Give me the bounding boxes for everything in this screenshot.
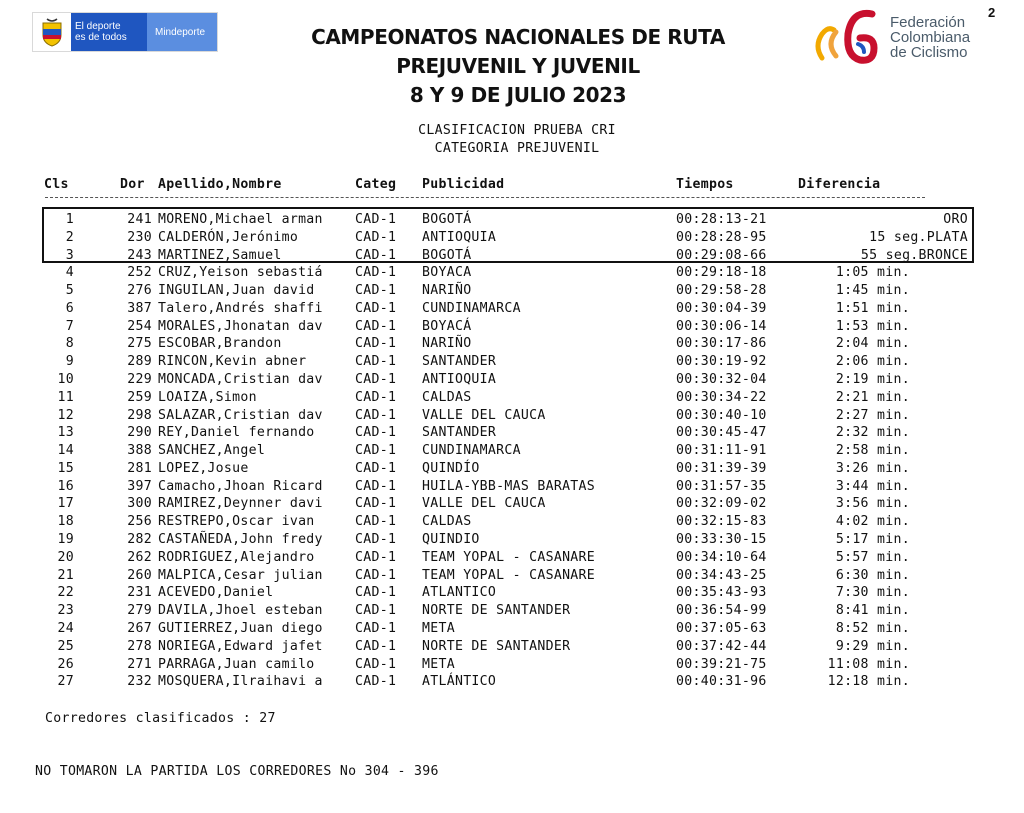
cell-dor: 262 [127,549,152,565]
cell-categ: CAD-1 [355,372,397,388]
cell-name: MALPICA,Cesar julian [158,567,323,583]
cell-name: CRUZ,Yeison sebastiá [158,265,323,281]
cell-categ: CAD-1 [355,443,397,459]
cell-tiempo: 00:35:43-93 [676,585,767,601]
cell-dor: 271 [127,656,152,672]
col-header-tiempos: Tiempos [676,177,734,192]
cell-name: DAVILA,Jhoel esteban [158,603,323,619]
cell-publicidad: META [422,620,455,636]
cell-publicidad: CALDAS [422,514,472,530]
cell-diferencia: 3:26 min. [835,460,910,476]
cell-cls: 14 [57,443,74,459]
col-header-name: Apellido,Nombre [158,177,282,192]
cell-cls: 2 [65,229,74,245]
cell-cls: 15 [57,460,74,476]
cell-diferencia: 9:29 min. [835,638,910,654]
cell-name: SALAZAR,Cristian dav [158,407,323,423]
cell-tiempo: 00:32:15-83 [676,514,767,530]
subtitle-prueba: CLASIFICACION PRUEBA CRI [418,123,616,138]
cell-tiempo: 00:30:17-86 [676,336,767,352]
cell-tiempo: 00:30:34-22 [676,389,767,405]
page-number: 2 [988,5,996,20]
cell-publicidad: TEAM YOPAL - CASANARE [422,567,596,583]
cell-tiempo: 00:33:30-15 [676,532,767,548]
cell-publicidad: BOGOTÁ [422,247,472,263]
cell-dor: 267 [127,620,152,636]
cell-cls: 11 [57,389,74,405]
cell-cls: 13 [57,425,74,441]
table-row [0,211,1024,229]
cell-tiempo: 00:30:32-04 [676,372,767,388]
cell-diferencia: 3:44 min. [835,478,910,494]
cell-publicidad: NARIÑO [422,336,472,352]
cell-publicidad: SANTANDER [422,425,497,441]
cell-name: Talero,Andrés shaffi [158,300,323,316]
cell-name: NORIEGA,Edward jafet [158,638,323,654]
table-header [0,176,1024,194]
table-row [0,389,1024,407]
cell-diferencia: 2:58 min. [835,443,910,459]
cell-publicidad: CALDAS [422,389,472,405]
table-row [0,407,1024,425]
cell-diferencia: ORO [943,212,968,227]
cell-name: Camacho,Jhoan Ricard [158,478,323,494]
cell-tiempo: 00:30:06-14 [676,318,767,334]
cell-diferencia: 2:04 min. [835,336,910,352]
cell-publicidad: ATLANTICO [422,585,497,601]
cell-tiempo: 00:30:19-92 [676,354,767,370]
cell-cls: 25 [57,638,74,654]
table-row [0,495,1024,513]
cell-cls: 24 [57,620,74,636]
cell-name: ACEVEDO,Daniel [158,585,274,601]
cell-cls: 12 [57,407,74,423]
document-title-line-3: 8 Y 9 DE JULIO 2023 [409,83,627,107]
cell-categ: CAD-1 [355,567,397,583]
cell-name: SANCHEZ,Angel [158,443,266,459]
cell-diferencia: 7:30 min. [835,585,910,601]
cell-cls: 20 [57,549,74,565]
cell-categ: CAD-1 [355,585,397,601]
cell-diferencia: 2:27 min. [835,407,910,423]
cell-dor: 387 [127,300,152,316]
cell-dor: 289 [127,354,152,370]
cell-publicidad: ATLÁNTICO [422,674,497,690]
cell-categ: CAD-1 [355,247,397,263]
cell-name: MOSQUERA,Ilraihavi a [158,674,323,690]
cell-tiempo: 00:37:42-44 [676,638,767,654]
cell-cls: 18 [57,514,74,530]
cell-dor: 397 [127,478,152,494]
cell-dor: 259 [127,389,152,405]
mindeporte-label: Mindeporte [147,13,217,51]
table-row [0,318,1024,336]
table-row [0,478,1024,496]
cell-publicidad: BOYACÁ [422,318,472,334]
document-title-line-1: CAMPEONATOS NACIONALES DE RUTA [311,25,725,49]
cell-name: INGUILAN,Juan david [158,283,315,299]
cell-tiempo: 00:30:04-39 [676,300,767,316]
cell-cls: 3 [65,247,74,263]
cell-tiempo: 00:29:58-28 [676,283,767,299]
cell-categ: CAD-1 [355,460,397,476]
cell-categ: CAD-1 [355,638,397,654]
cell-cls: 9 [65,354,74,370]
cell-tiempo: 00:32:09-02 [676,496,767,512]
cell-categ: CAD-1 [355,407,397,423]
cell-name: RODRIGUEZ,Alejandro [158,549,315,565]
cell-diferencia: 5:17 min. [835,532,910,548]
cell-diferencia: 1:05 min. [835,265,910,281]
cell-diferencia: 2:19 min. [835,372,910,388]
cell-dor: 276 [127,283,152,299]
cell-publicidad: QUINDIO [422,532,480,548]
cell-diferencia: 55 seg.BRONCE [860,247,968,263]
cell-categ: CAD-1 [355,514,397,530]
cell-categ: CAD-1 [355,336,397,352]
cell-dor: 231 [127,585,152,601]
cell-publicidad: NORTE DE SANTANDER [422,603,571,619]
cell-tiempo: 00:31:39-39 [676,460,767,476]
table-row [0,264,1024,282]
cell-dor: 229 [127,372,152,388]
cell-dor: 279 [127,603,152,619]
cell-dor: 260 [127,567,152,583]
subtitle-categoria: CATEGORIA PREJUVENIL [434,141,600,156]
cell-dor: 254 [127,318,152,334]
federacion-name: Federación Colombiana de Ciclismo [890,14,971,61]
federacion-colombiana-ciclismo-logo [812,6,982,66]
cell-tiempo: 00:30:40-10 [676,407,767,423]
cell-dor: 290 [127,425,152,441]
cell-diferencia: 8:52 min. [835,620,910,636]
cell-tiempo: 00:39:21-75 [676,656,767,672]
col-header-publicidad: Publicidad [422,177,505,192]
cell-cls: 10 [57,372,74,388]
cell-diferencia: 12:18 min. [827,674,910,690]
table-row [0,353,1024,371]
table-row [0,567,1024,585]
table-row [0,602,1024,620]
cell-diferencia: 5:57 min. [835,549,910,565]
cell-cls: 21 [57,567,74,583]
cell-cls: 6 [65,300,74,316]
cell-name: LOAIZA,Simon [158,389,257,405]
cell-dor: 232 [127,674,152,690]
cell-diferencia: 2:32 min. [835,425,910,441]
table-row [0,247,1024,265]
cell-diferencia: 3:56 min. [835,496,910,512]
cell-categ: CAD-1 [355,354,397,370]
colombia-crest-icon [33,13,71,51]
cell-name: RESTREPO,Oscar ivan [158,514,315,530]
table-row [0,424,1024,442]
cell-dor: 252 [127,265,152,281]
cell-categ: CAD-1 [355,212,397,227]
cell-publicidad: NORTE DE SANTANDER [422,638,571,654]
cell-tiempo: 00:34:10-64 [676,549,767,565]
table-row [0,282,1024,300]
cell-cls: 16 [57,478,74,494]
cell-cls: 17 [57,496,74,512]
table-row [0,513,1024,531]
cell-name: PARRAGA,Juan camilo [158,656,315,672]
cell-categ: CAD-1 [355,620,397,636]
col-header-diferencia: Diferencia [798,177,881,192]
col-header-cls: Cls [44,177,69,192]
cell-tiempo: 00:40:31-96 [676,674,767,690]
header-divider [45,197,925,198]
cell-cls: 4 [65,265,74,281]
cell-publicidad: META [422,656,455,672]
cell-dor: 300 [127,496,152,512]
cell-tiempo: 00:28:13-21 [676,212,767,227]
document-title-line-2: PREJUVENIL Y JUVENIL [396,54,640,78]
cell-name: GUTIERREZ,Juan diego [158,620,323,636]
cell-name: ESCOBAR,Brandon [158,336,282,352]
cell-publicidad: CUNDINAMARCA [422,443,521,459]
cell-dor: 241 [127,212,152,227]
classified-count: Corredores clasificados : 27 [45,711,276,726]
table-row [0,335,1024,353]
cell-dor: 230 [127,229,152,245]
cell-dor: 243 [127,247,152,263]
cell-categ: CAD-1 [355,656,397,672]
cell-name: REY,Daniel fernando [158,425,315,441]
cell-publicidad: SANTANDER [422,354,497,370]
table-row [0,460,1024,478]
cell-tiempo: 00:37:05-63 [676,620,767,636]
cell-name: CASTAÑEDA,John fredy [158,532,323,548]
cell-dor: 298 [127,407,152,423]
col-header-dor: Dor [120,177,145,192]
cell-categ: CAD-1 [355,283,397,299]
table-row [0,638,1024,656]
cell-name: CALDERÓN,Jerónimo [158,229,299,245]
cell-categ: CAD-1 [355,389,397,405]
cell-categ: CAD-1 [355,674,397,690]
cell-categ: CAD-1 [355,496,397,512]
table-row [0,442,1024,460]
cell-cls: 5 [65,283,74,299]
cell-diferencia: 1:45 min. [835,283,910,299]
cell-publicidad: BOYACA [422,265,472,281]
table-row [0,656,1024,674]
cell-categ: CAD-1 [355,478,397,494]
cell-publicidad: HUILA-YBB-MAS BARATAS [422,478,596,494]
cell-diferencia: 2:06 min. [835,354,910,370]
cell-dor: 281 [127,460,152,476]
cell-diferencia: 8:41 min. [835,603,910,619]
cycling-wheel-icon [812,6,884,66]
table-row [0,549,1024,567]
cell-name: RAMIREZ,Deynner davi [158,496,323,512]
cell-tiempo: 00:36:54-99 [676,603,767,619]
cell-categ: CAD-1 [355,265,397,281]
mindeporte-slogan: El deporte es de todos [71,13,147,51]
cell-publicidad: CUNDINAMARCA [422,300,521,316]
cell-name: MARTINEZ,Samuel [158,247,282,263]
cell-dor: 256 [127,514,152,530]
cell-cls: 22 [57,585,74,601]
cell-diferencia: 6:30 min. [835,567,910,583]
cell-name: MONCADA,Cristian dav [158,372,323,388]
cell-tiempo: 00:29:08-66 [676,247,767,263]
table-row [0,620,1024,638]
cell-cls: 1 [65,212,74,227]
cell-dor: 282 [127,532,152,548]
cell-cls: 7 [65,318,74,334]
cell-categ: CAD-1 [355,229,397,245]
cell-tiempo: 00:31:57-35 [676,478,767,494]
cell-diferencia: 1:51 min. [835,300,910,316]
cell-publicidad: ANTIOQUIA [422,229,497,245]
table-row [0,371,1024,389]
cell-cls: 19 [57,532,74,548]
cell-dor: 278 [127,638,152,654]
cell-name: LOPEZ,Josue [158,460,249,476]
table-row [0,584,1024,602]
cell-diferencia: 1:53 min. [835,318,910,334]
cell-cls: 27 [57,674,74,690]
cell-publicidad: VALLE DEL CAUCA [422,407,546,423]
cell-dor: 388 [127,443,152,459]
cell-cls: 26 [57,656,74,672]
cell-categ: CAD-1 [355,549,397,565]
table-row [0,300,1024,318]
cell-publicidad: NARIÑO [422,283,472,299]
cell-tiempo: 00:28:28-95 [676,229,767,245]
cell-publicidad: TEAM YOPAL - CASANARE [422,549,596,565]
not-started-note: NO TOMARON LA PARTIDA LOS CORREDORES No 304 - 396 [35,764,439,779]
cell-publicidad: QUINDÍO [422,460,480,476]
table-row [0,531,1024,549]
cell-dor: 275 [127,336,152,352]
cell-cls: 8 [65,336,74,352]
cell-tiempo: 00:29:18-18 [676,265,767,281]
mindeporte-logo [32,12,218,52]
cell-name: RINCON,Kevin abner [158,354,307,370]
cell-tiempo: 00:31:11-91 [676,443,767,459]
table-row [0,229,1024,247]
cell-cls: 23 [57,603,74,619]
cell-publicidad: BOGOTÁ [422,212,472,227]
cell-categ: CAD-1 [355,318,397,334]
cell-tiempo: 00:30:45-47 [676,425,767,441]
cell-diferencia: 4:02 min. [835,514,910,530]
cell-tiempo: 00:34:43-25 [676,567,767,583]
cell-categ: CAD-1 [355,425,397,441]
cell-categ: CAD-1 [355,603,397,619]
cell-name: MORENO,Michael arman [158,212,323,227]
cell-categ: CAD-1 [355,532,397,548]
table-row [0,673,1024,691]
cell-categ: CAD-1 [355,300,397,316]
cell-name: MORALES,Jhonatan dav [158,318,323,334]
cell-diferencia: 11:08 min. [827,656,910,672]
cell-diferencia: 15 seg.PLATA [869,229,968,245]
cell-publicidad: ANTIOQUIA [422,372,497,388]
col-header-categ: Categ [355,177,397,192]
cell-diferencia: 2:21 min. [835,389,910,405]
cell-publicidad: VALLE DEL CAUCA [422,496,546,512]
